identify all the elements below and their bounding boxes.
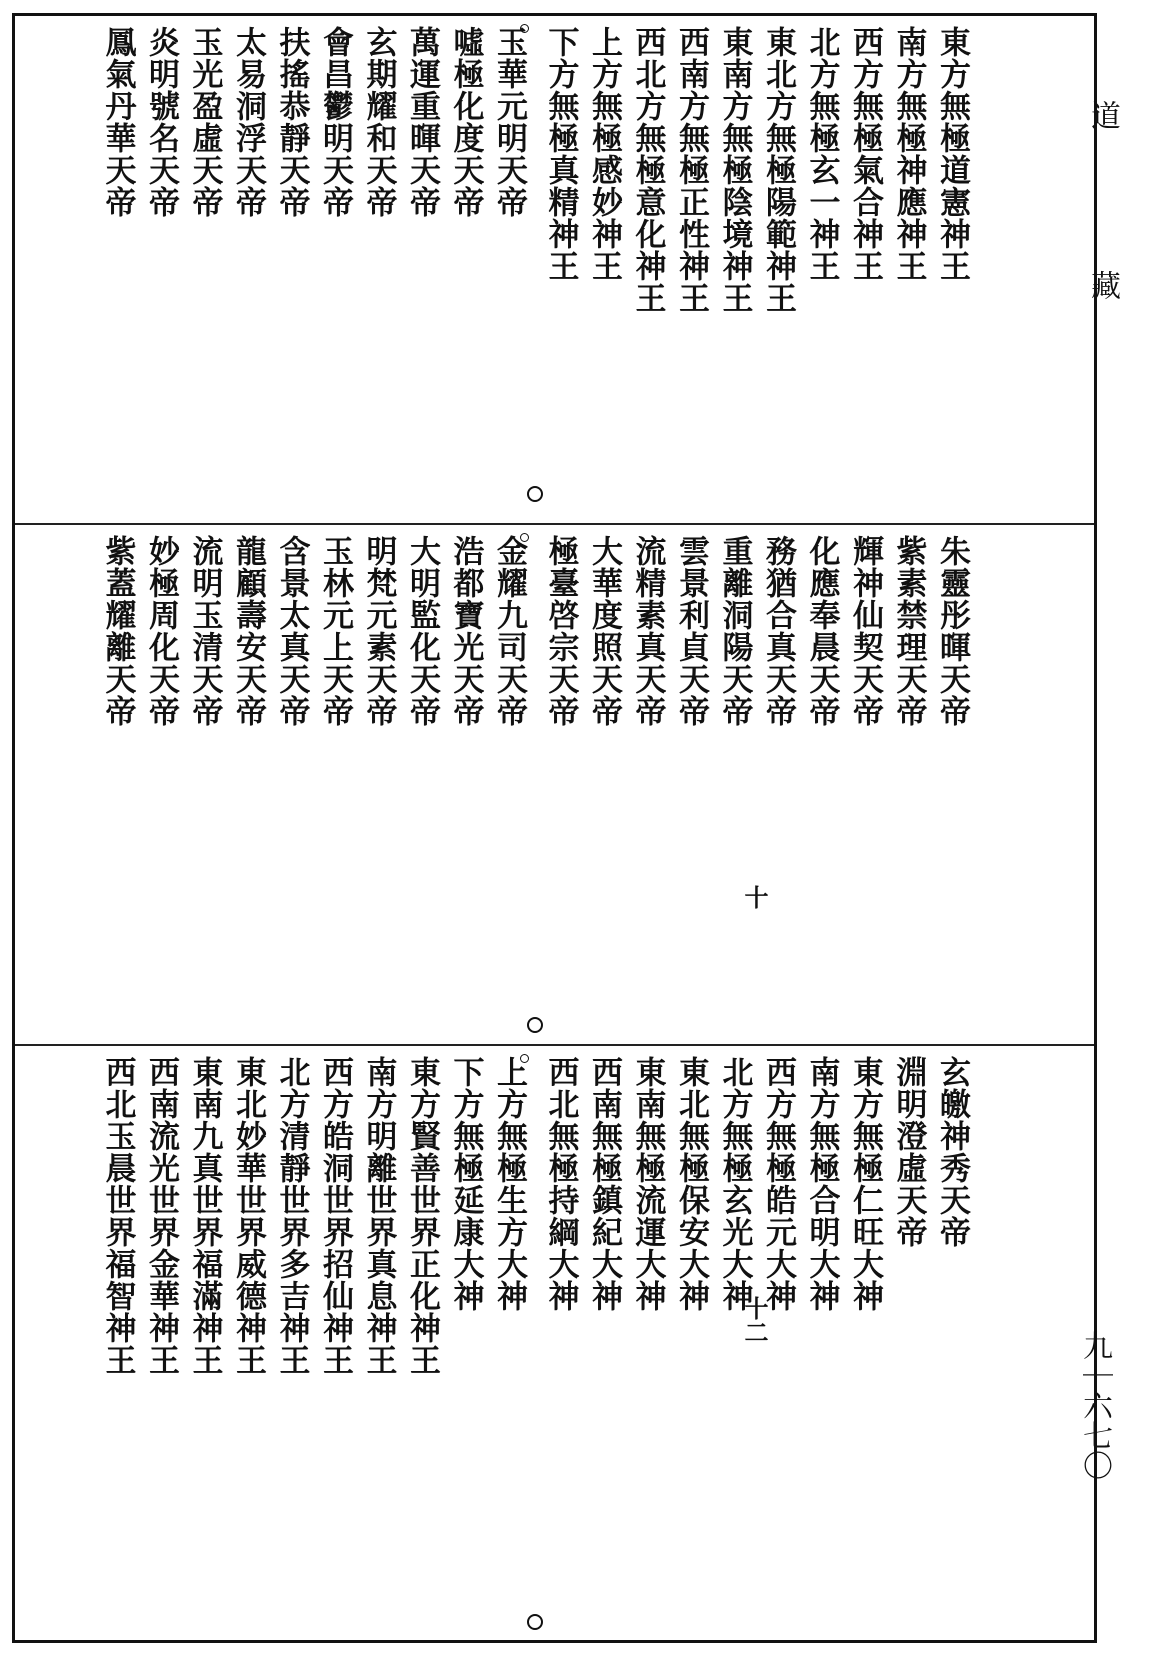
text-column: 化應奉晨天帝	[803, 535, 840, 727]
section-start-circle	[520, 24, 529, 33]
text-column: 炎明號名天帝	[143, 26, 179, 218]
text-column: 東南九真世界福滿神王	[186, 1056, 223, 1376]
text-column: 東方無極仁旺大神	[847, 1056, 883, 1312]
text-column: 東南方無極陰境神王	[716, 26, 753, 314]
section-start-circle	[520, 533, 529, 542]
text-column: 紫蓋耀離天帝	[99, 535, 136, 727]
text-column: 東南無極流運大神	[629, 1056, 666, 1312]
panel-2	[15, 525, 1094, 1044]
page-number: 十二	[740, 1296, 769, 1344]
text-column: 噓極化度天帝	[447, 26, 484, 218]
text-column: 太易洞浮天帝	[230, 26, 266, 218]
text-column: 朱靈彤暉天帝	[934, 535, 970, 727]
text-column: 東北方無極陽範神王	[760, 26, 796, 314]
text-column: 西北玉晨世界福智神王	[99, 1056, 136, 1376]
text-column: 流明玉清天帝	[186, 535, 223, 727]
panel-end-circle	[527, 1017, 543, 1033]
text-column: 極臺啓宗天帝	[542, 535, 579, 727]
text-column: 西北無極持綱大神	[542, 1056, 579, 1312]
text-column: 玉華元明天帝	[491, 26, 527, 218]
text-column: 下方無極真精神王	[542, 26, 579, 282]
text-column: 上方無極生方大神	[491, 1056, 527, 1312]
text-column: 玄期耀和天帝	[360, 26, 397, 218]
text-column: 東北妙華世界威德神王	[230, 1056, 266, 1376]
text-column: 輝神仙契天帝	[847, 535, 883, 727]
text-column: 浩都寶光天帝	[447, 535, 484, 727]
text-column: 龍顧壽安天帝	[230, 535, 266, 727]
panel-end-circle	[527, 486, 543, 502]
text-column: 上方無極感妙神王	[586, 26, 622, 282]
page-reference: 九｜六七〇	[1077, 1330, 1112, 1480]
text-column: 西方無極氣合神王	[847, 26, 883, 282]
text-column: 東方賢善世界正化神王	[404, 1056, 440, 1376]
text-column: 下方無極延康大神	[447, 1056, 484, 1312]
text-column: 妙極周化天帝	[143, 535, 179, 727]
text-column: 大華度照天帝	[586, 535, 622, 727]
text-column: 北方無極玄光大神	[716, 1056, 753, 1312]
text-column: 含景太真天帝	[273, 535, 310, 727]
text-column: 萬運重暉天帝	[404, 26, 440, 218]
text-column: 西方無極皓元大神	[760, 1056, 796, 1312]
text-column: 東北無極保安大神	[673, 1056, 709, 1312]
book-title-dao: 道	[1085, 100, 1120, 130]
text-column: 西方皓洞世界招仙神王	[317, 1056, 353, 1376]
text-column: 玉光盈虛天帝	[186, 26, 223, 218]
section-start-circle	[520, 1054, 529, 1063]
text-column: 會昌鬱明天帝	[317, 26, 353, 218]
text-column: 紫素禁理天帝	[890, 535, 927, 727]
text-column: 南方無極神應神王	[890, 26, 927, 282]
text-column: 西北方無極意化神王	[629, 26, 666, 314]
text-column: 大明監化天帝	[404, 535, 440, 727]
text-column: 玉林元上天帝	[317, 535, 353, 727]
page-frame	[12, 13, 1097, 1643]
text-column: 明梵元素天帝	[360, 535, 397, 727]
text-column: 南方明離世界真息神王	[360, 1056, 397, 1376]
text-column: 北方無極玄一神王	[803, 26, 840, 282]
text-column: 金耀九司天帝	[491, 535, 527, 727]
text-column: 流精素真天帝	[629, 535, 666, 727]
text-column: 務猶合真天帝	[760, 535, 796, 727]
panel-1	[15, 16, 1094, 523]
text-column: 淵明澄虛天帝	[890, 1056, 927, 1248]
page-number: 十	[740, 885, 769, 909]
text-column: 鳳氣丹華天帝	[99, 26, 136, 218]
panel-3	[15, 1046, 1094, 1646]
book-title-zang: 藏	[1085, 270, 1120, 300]
text-column: 重離洞陽天帝	[716, 535, 753, 727]
text-column: 東方無極道憲神王	[934, 26, 970, 282]
text-column: 北方清靜世界多吉神王	[273, 1056, 310, 1376]
panel-end-circle	[527, 1614, 543, 1630]
text-column: 西南方無極正性神王	[673, 26, 709, 314]
text-column: 玄皦神秀天帝	[934, 1056, 970, 1248]
text-column: 西南無極鎮紀大神	[586, 1056, 622, 1312]
text-column: 西南流光世界金華神王	[143, 1056, 179, 1376]
text-column: 雲景利貞天帝	[673, 535, 709, 727]
text-column: 南方無極合明大神	[803, 1056, 840, 1312]
text-column: 扶搖恭靜天帝	[273, 26, 310, 218]
